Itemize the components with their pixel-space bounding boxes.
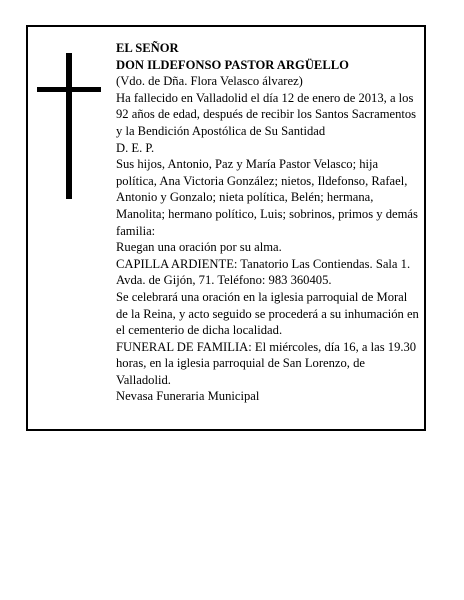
cross-horizontal-bar xyxy=(37,87,101,92)
prayer-request: Ruegan una oración por su alma. xyxy=(116,240,282,255)
cross-icon xyxy=(37,53,101,199)
family-funeral-info: FUNERAL DE FAMILIA: El miércoles, día 16, a las 19.30 horas, en la iglesia parroquial de San Lorenzo, de Valladolid. xyxy=(116,339,417,387)
family-list: Sus hijos, Antonio, Paz y María Pastor Velasco; hija política, Ana Victoria González; nietos, Ildefonso, Rafael, Antonio y Gonzalo; nieta política, Belén; hermana, Manolita; hermano político, Luis; sobrinos, primos y demás familia: xyxy=(116,157,418,238)
widower-of: (Vdo. de Dña. Flora Velasco álvarez) xyxy=(116,74,303,89)
deceased-name: DON ILDEFONSO PASTOR ARGÜELLO xyxy=(116,57,349,72)
chapel-info: CAPILLA ARDIENTE: Tanatorio Las Contiendas. Sala 1. Avda. de Gijón, 71. Teléfono: 983 360405. xyxy=(116,256,411,288)
title-line-1: EL SEÑOR xyxy=(116,41,179,55)
rip: D. E. P. xyxy=(116,140,155,155)
cross-vertical-bar xyxy=(66,53,72,199)
funeral-home: Nevasa Funeraria Municipal xyxy=(116,389,260,404)
obituary-notice xyxy=(26,25,426,431)
obituary-text xyxy=(116,40,422,405)
death-announcement: Ha fallecido en Valladolid el día 12 de enero de 2013, a los 92 años de edad, después de recibir los Santos Sacramentos y la Bendición Apostólica de Su Santidad xyxy=(116,90,417,138)
service-info: Se celebrará una oración en la iglesia parroquial de Moral de la Reina, y acto seguido se procederá a su inhumación en el cementerio de dicha localidad. xyxy=(116,289,419,338)
